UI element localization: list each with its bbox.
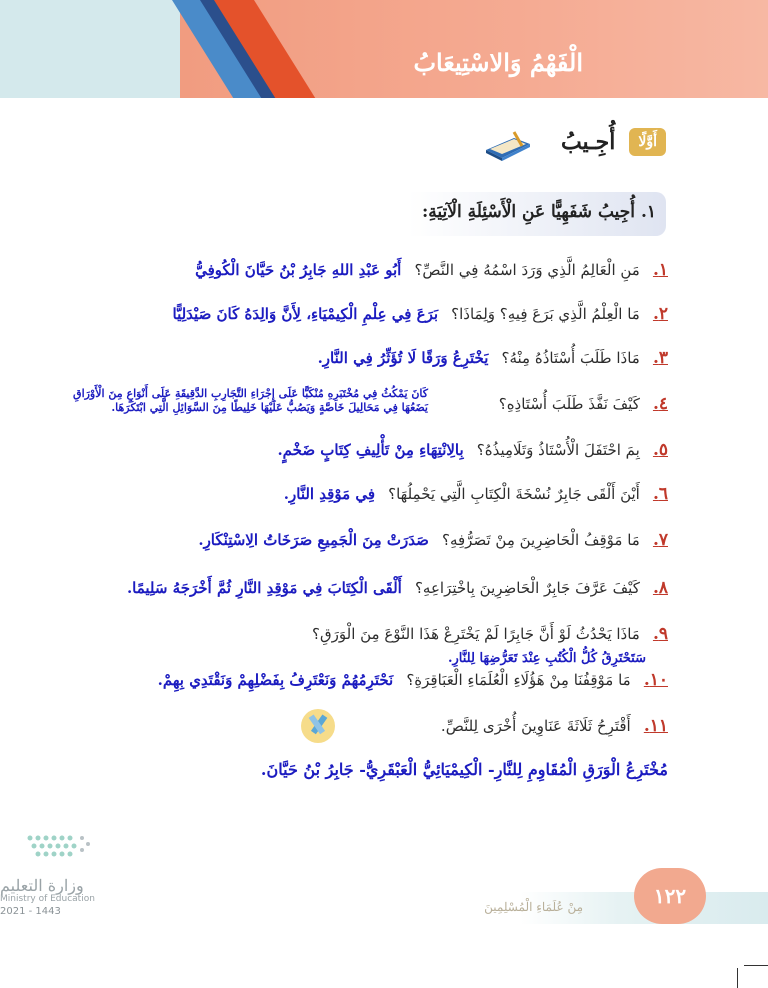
answer-text: صَدَرَتْ مِنَ الْجَمِيعِ صَرَخَاتُ الِاسْتِنْكَارِ. bbox=[198, 531, 429, 549]
banner-left-panel bbox=[0, 0, 205, 98]
question-text: بِمَ احْتَفَلَ الْأُسْتَاذُ وَتَلَامِيذُهُ؟ bbox=[476, 441, 640, 459]
question-text: أَقْتَرِحُ ثَلَاثَةَ عَنَاوِينَ أُخْرَى لِلنَّصِّ. bbox=[440, 717, 631, 735]
question-11 bbox=[441, 716, 668, 736]
crop-mark bbox=[737, 968, 738, 988]
question-number: ٦. bbox=[652, 484, 668, 504]
unit-title: مِنْ عُلَمَاءِ الْمُسْلِمِينَ bbox=[484, 900, 583, 914]
pencil-icon bbox=[300, 708, 336, 744]
exercise-prompt bbox=[408, 192, 666, 236]
ministry-name-arabic: وزارة التعليم bbox=[0, 876, 84, 895]
answer-text: فِي مَوْقِدِ النَّارِ. bbox=[283, 485, 376, 503]
ministry-logo bbox=[20, 830, 100, 870]
question-text: أَيْنَ أَلْقَى جَابِرٌ نُسْخَةَ الْكِتَابِ الَّتِي يَحْمِلُهَا؟ bbox=[388, 485, 640, 503]
prompt-text: ١. أُجِيبُ شَفَهِيًّا عَنِ الْأَسْئِلَةِ الْآتِيَةِ: bbox=[422, 202, 656, 222]
question-number: ٥. bbox=[652, 440, 668, 460]
question-9-answer: سَتَحْتَرِقُ كُلُّ الْكُتُبِ عِنْدَ تَعَرُّضِهَا لِلنَّارِ. bbox=[447, 651, 646, 666]
question-number: ٨. bbox=[652, 578, 668, 598]
question-text: كَيْفَ نَفَّذَ طَلَبَ أُسْتَاذِهِ؟ bbox=[498, 395, 640, 413]
question-3 bbox=[318, 348, 668, 368]
answer-text: أَلْقَى الْكِتَابَ فِي مَوْقِدِ النَّارِ ثُمَّ أَخْرَجَهُ سَلِيمًا. bbox=[126, 579, 402, 597]
question-10 bbox=[158, 670, 668, 690]
answer-line: يَضَعُهَا فِي مَحَالِيلَ خَاصَّةٍ وَيَصُبُّ عَلَيْهَا خَلِيطًا مِنَ السَّوَائِلِ الَّتِي ابْتَكَرَهَا. bbox=[111, 401, 428, 414]
question-2 bbox=[173, 304, 669, 324]
question-number: ٩. bbox=[652, 624, 668, 644]
section-title: أُجِـيبُ bbox=[560, 129, 616, 155]
answer-text: نَحْتَرِمُهُمْ وَنَعْتَرِفُ بِفَضْلِهِمْ وَنَقْتَدِي بِهِمْ. bbox=[157, 671, 394, 689]
edition-year: 2021 - 1443 bbox=[0, 906, 61, 917]
question-text: مَاذَا يَحْدُثُ لَوْ أَنَّ جَابِرًا لَمْ يَخْتَرِعْ هَذَا النَّوْعَ مِنَ الْوَرَقِ؟ bbox=[312, 625, 640, 643]
question-8 bbox=[127, 578, 668, 598]
question-7 bbox=[198, 530, 668, 550]
answer-text: أَبُو عَبْدِ اللهِ جَابِرُ بْنُ حَيَّانَ الْكُوفِيُّ bbox=[195, 261, 402, 279]
question-number: ١٠. bbox=[643, 670, 668, 690]
question-text: مَاذَا طَلَبَ أُسْتَاذُهُ مِنْهُ؟ bbox=[501, 349, 640, 367]
question-text: مَا مَوْقِفُنَا مِنْ هَؤُلَاءِ الْعُلَمَاءِ الْعَبَاقِرَةِ؟ bbox=[406, 671, 631, 689]
question-number: ٤. bbox=[652, 394, 668, 414]
question-4-answer bbox=[0, 387, 428, 415]
question-number: ٣. bbox=[652, 348, 668, 368]
question-text: مَنِ الْعَالِمُ الَّذِي وَرَدَ اسْمُهُ فِي النَّصِّ؟ bbox=[414, 261, 640, 279]
book-icon bbox=[484, 128, 532, 162]
crop-mark bbox=[744, 965, 768, 966]
question-11-answer: مُخْتَرِعُ الْوَرَقِ الْمُقَاوِمِ لِلنَّارِ- الْكِيمْيَائِيُّ الْعَبْقَرِيُّ- جَابِرُ بْنُ حَيَّانَ. bbox=[260, 760, 668, 779]
question-5 bbox=[277, 440, 668, 460]
question-text: مَا الْعِلْمُ الَّذِي بَرَعَ فِيهِ؟ وَلِمَاذَا؟ bbox=[451, 305, 640, 323]
page-title: الْفَهْمُ وَالاسْتِيعَابُ bbox=[413, 48, 583, 77]
page-number: ١٢٢ bbox=[634, 868, 706, 924]
answer-text: بَرَعَ فِي عِلْمِ الْكِيمْيَاءِ، لِأَنَّ وَالِدَهُ كَانَ صَيْدَلِيًّا bbox=[172, 305, 439, 323]
question-number: ٢. bbox=[652, 304, 668, 324]
question-number: ١١. bbox=[643, 716, 668, 736]
ministry-name-english: Ministry of Education bbox=[0, 894, 95, 904]
question-4 bbox=[499, 394, 668, 414]
section-heading bbox=[561, 122, 666, 162]
section-badge: أَوَّلًا bbox=[629, 128, 666, 156]
answer-text: بِالِانْتِهَاءِ مِنْ تَأْلِيفِ كِتَابٍ ضَخْمٍ. bbox=[277, 441, 464, 459]
question-text: كَيْفَ عَرَّفَ جَابِرٌ الْحَاضِرِينَ بِاخْتِرَاعِهِ؟ bbox=[414, 579, 640, 597]
question-number: ١. bbox=[652, 260, 668, 280]
question-1 bbox=[195, 260, 668, 280]
question-9 bbox=[312, 624, 668, 644]
question-6 bbox=[284, 484, 668, 504]
answer-text: يَخْتَرِعُ وَرَقًا لَا تُؤَثِّرُ فِي النَّارِ. bbox=[317, 349, 489, 367]
question-text: مَا مَوْقِفُ الْحَاضِرِينَ مِنْ تَصَرُّفِهِ؟ bbox=[442, 531, 640, 549]
answer-line: كَانَ يَمْكُثُ فِي مُخْتَبَرِهِ مُنْكَبًّا عَلَى إِجْرَاءِ التَّجَارِبِ الدَّقِيقَةِ عَلَى أَنْوَاعٍ مِنَ الْأَوْرَاقِ bbox=[73, 387, 428, 400]
question-number: ٧. bbox=[652, 530, 668, 550]
